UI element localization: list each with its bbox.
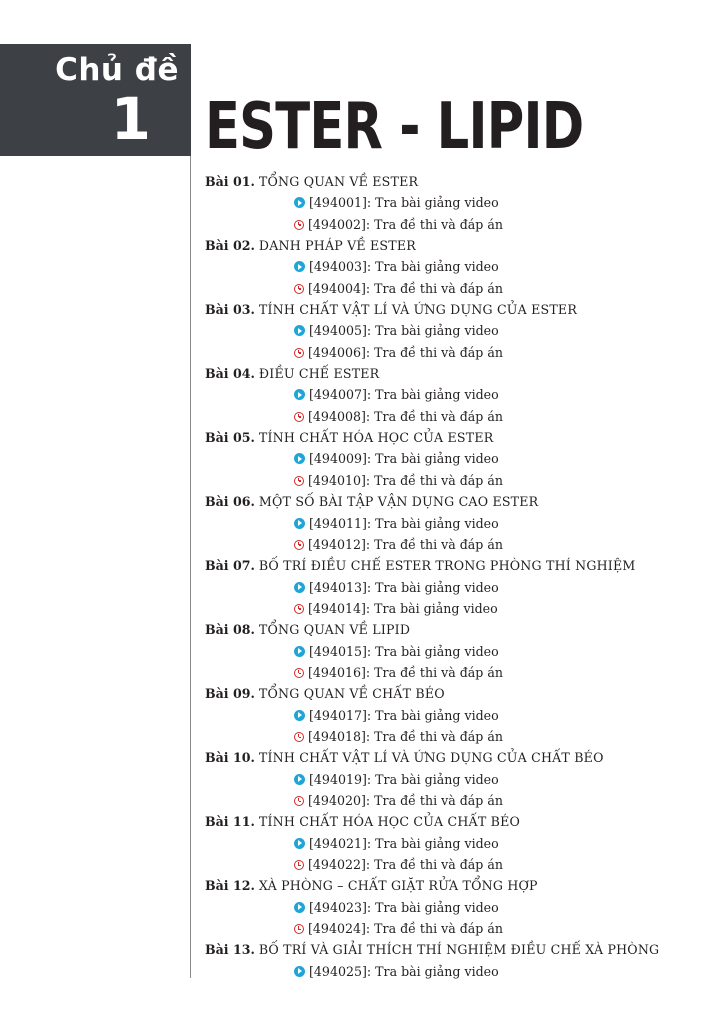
- play-icon: [294, 902, 305, 913]
- clock-icon: [294, 796, 304, 806]
- link-text: : Tra bài giảng video: [366, 643, 499, 659]
- link-text: : Tra bài giảng video: [366, 323, 499, 339]
- play-icon: [294, 838, 305, 849]
- link-text: : Tra đề thi và đáp án: [365, 280, 503, 296]
- link-text: : Tra đề thi và đáp án: [365, 857, 503, 872]
- lesson-number: Bài 11.: [205, 814, 255, 830]
- exam-link[interactable]: [205, 854, 705, 875]
- exam-link[interactable]: [205, 534, 705, 555]
- video-link[interactable]: [205, 897, 705, 918]
- link-text: : Tra bài giảng video: [366, 579, 499, 595]
- lesson-heading: [205, 171, 705, 192]
- lesson-number: Bài 09.: [205, 686, 255, 702]
- clock-icon: [294, 476, 304, 486]
- lesson-heading: [205, 939, 705, 960]
- exam-link[interactable]: [205, 790, 705, 811]
- exam-link[interactable]: [205, 662, 705, 683]
- link-code: [494024]: [308, 921, 366, 937]
- link-text: : Tra bài giảng video: [366, 451, 499, 467]
- page-title: ESTER - LIPID: [205, 90, 584, 164]
- link-code: [494004]: [308, 280, 366, 296]
- play-icon: [294, 197, 305, 208]
- link-code: [494018]: [308, 728, 366, 744]
- lesson-item: [205, 235, 705, 299]
- link-code: [494011]: [309, 515, 367, 531]
- video-link[interactable]: [205, 641, 705, 662]
- chapter-box: [0, 44, 191, 156]
- play-icon: [294, 389, 305, 400]
- link-code: [494020]: [308, 792, 366, 808]
- link-code: [494022]: [308, 857, 366, 872]
- lesson-heading: [205, 363, 705, 384]
- link-code: [494003]: [309, 259, 367, 275]
- play-icon: [294, 774, 305, 785]
- lesson-heading: [205, 235, 705, 256]
- lesson-number: Bài 04.: [205, 366, 255, 382]
- lesson-item: [205, 171, 705, 235]
- lesson-title: TÍNH CHẤT VẬT LÍ VÀ ỨNG DỤNG CỦA ESTER: [258, 302, 578, 318]
- link-code: [494021]: [309, 835, 367, 851]
- link-code: [494012]: [308, 536, 366, 552]
- exam-link[interactable]: [205, 342, 705, 363]
- link-text: : Tra đề thi và đáp án: [365, 921, 503, 937]
- lesson-item: [205, 491, 705, 555]
- exam-link[interactable]: [205, 214, 705, 235]
- table-of-contents: [205, 171, 705, 982]
- play-icon: [294, 966, 305, 977]
- link-code: [494010]: [308, 472, 366, 488]
- divider-line: [190, 156, 191, 978]
- link-code: [494025]: [309, 963, 367, 979]
- clock-icon: [294, 220, 304, 230]
- clock-icon: [294, 412, 304, 422]
- lesson-number: Bài 10.: [205, 750, 255, 766]
- video-link[interactable]: [205, 705, 705, 726]
- video-link[interactable]: [205, 320, 705, 341]
- lesson-number: Bài 12.: [205, 878, 255, 894]
- lesson-item: [205, 811, 705, 875]
- clock-icon: [294, 604, 304, 614]
- exam-link[interactable]: [205, 918, 705, 939]
- lesson-item: [205, 619, 705, 683]
- lesson-title: XÀ PHÒNG – CHẤT GIẶT RỬA TỔNG HỢP: [258, 878, 538, 894]
- link-text: : Tra bài giảng video: [366, 771, 499, 787]
- link-text: : Tra đề thi và đáp án: [365, 216, 503, 232]
- play-icon: [294, 325, 305, 336]
- link-code: [494006]: [308, 344, 366, 360]
- link-code: [494007]: [309, 387, 367, 403]
- link-code: [494005]: [309, 323, 367, 339]
- clock-icon: [294, 668, 304, 678]
- link-code: [494002]: [308, 216, 366, 232]
- video-link[interactable]: [205, 577, 705, 598]
- lesson-title: TỔNG QUAN VỀ CHẤT BÉO: [258, 686, 445, 702]
- lesson-item: [205, 683, 705, 747]
- lesson-title: TÍNH CHẤT HÓA HỌC CỦA ESTER: [258, 430, 494, 446]
- lesson-item: [205, 555, 705, 619]
- play-icon: [294, 518, 305, 529]
- exam-link[interactable]: [205, 278, 705, 299]
- lesson-number: Bài 03.: [205, 302, 255, 318]
- exam-link[interactable]: [205, 598, 705, 619]
- lesson-number: Bài 06.: [205, 494, 255, 510]
- lesson-heading: [205, 555, 705, 576]
- video-link[interactable]: [205, 961, 705, 982]
- lesson-item: [205, 363, 705, 427]
- link-text: : Tra bài giảng video: [365, 600, 498, 616]
- link-text: : Tra đề thi và đáp án: [365, 536, 503, 552]
- link-text: : Tra đề thi và đáp án: [365, 728, 503, 744]
- chapter-number: 1: [110, 85, 151, 153]
- lesson-heading: [205, 811, 705, 832]
- link-text: : Tra bài giảng video: [366, 259, 499, 275]
- exam-link[interactable]: [205, 726, 705, 747]
- lesson-title: ĐIỀU CHẾ ESTER: [258, 366, 380, 382]
- lesson-heading: [205, 427, 705, 448]
- link-text: : Tra bài giảng video: [366, 835, 499, 851]
- link-text: : Tra bài giảng video: [366, 515, 499, 531]
- lesson-heading: [205, 683, 705, 704]
- link-text: : Tra đề thi và đáp án: [365, 792, 503, 808]
- lesson-number: Bài 07.: [205, 558, 255, 574]
- link-text: : Tra bài giảng video: [366, 707, 499, 723]
- link-code: [494023]: [309, 899, 367, 915]
- lesson-title: BỐ TRÍ VÀ GIẢI THÍCH THÍ NGHIỆM ĐIỀU CHẾ XÀ PHÒNG: [258, 942, 660, 958]
- lesson-item: [205, 427, 705, 491]
- link-code: [494009]: [309, 451, 367, 467]
- video-link[interactable]: [205, 769, 705, 790]
- lesson-number: Bài 13.: [205, 942, 255, 958]
- link-text: : Tra bài giảng video: [366, 963, 499, 979]
- video-link[interactable]: [205, 192, 705, 213]
- video-link[interactable]: [205, 256, 705, 277]
- lesson-title: TÍNH CHẤT HÓA HỌC CỦA CHẤT BÉO: [258, 814, 520, 830]
- link-code: [494013]: [309, 579, 367, 595]
- link-code: [494014]: [308, 600, 366, 616]
- lesson-title: TÍNH CHẤT VẬT LÍ VÀ ỨNG DỤNG CỦA CHẤT BÉO: [258, 750, 604, 766]
- lesson-title: TỔNG QUAN VỀ LIPID: [258, 622, 411, 638]
- clock-icon: [294, 924, 304, 934]
- clock-icon: [294, 860, 304, 870]
- link-text: : Tra đề thi và đáp án: [365, 408, 503, 424]
- play-icon: [294, 453, 305, 464]
- link-text: : Tra đề thi và đáp án: [365, 472, 503, 488]
- link-text: : Tra bài giảng video: [366, 195, 499, 211]
- lesson-heading: [205, 299, 705, 320]
- play-icon: [294, 261, 305, 272]
- link-text: : Tra bài giảng video: [366, 899, 499, 915]
- video-link[interactable]: [205, 513, 705, 534]
- lesson-number: Bài 01.: [205, 174, 255, 189]
- play-icon: [294, 710, 305, 721]
- video-link[interactable]: [205, 384, 705, 405]
- lesson-title: DANH PHÁP VỀ ESTER: [258, 238, 416, 254]
- exam-link[interactable]: [205, 470, 705, 491]
- lesson-title: BỐ TRÍ ĐIỀU CHẾ ESTER TRONG PHÒNG THÍ NGHIỆM: [258, 558, 636, 574]
- play-icon: [294, 646, 305, 657]
- clock-icon: [294, 732, 304, 742]
- link-code: [494019]: [309, 771, 367, 787]
- link-text: : Tra đề thi và đáp án: [365, 344, 503, 360]
- clock-icon: [294, 284, 304, 294]
- lesson-heading: [205, 747, 705, 768]
- link-code: [494001]: [309, 195, 367, 211]
- lesson-heading: [205, 491, 705, 512]
- video-link[interactable]: [205, 833, 705, 854]
- lesson-number: Bài 08.: [205, 622, 255, 638]
- clock-icon: [294, 540, 304, 550]
- lesson-item: [205, 747, 705, 811]
- link-code: [494008]: [308, 408, 366, 424]
- link-text: : Tra đề thi và đáp án: [365, 664, 503, 680]
- lesson-heading: [205, 619, 705, 640]
- lesson-number: Bài 05.: [205, 430, 255, 446]
- lesson-item: [205, 875, 705, 939]
- play-icon: [294, 582, 305, 593]
- lesson-number: Bài 02.: [205, 238, 255, 254]
- lesson-title: MỘT SỐ BÀI TẬP VẬN DỤNG CAO ESTER: [258, 494, 539, 510]
- link-code: [494017]: [309, 707, 367, 723]
- video-link[interactable]: [205, 448, 705, 469]
- link-text: : Tra bài giảng video: [366, 387, 499, 403]
- lesson-title: TỔNG QUAN VỀ ESTER: [258, 174, 419, 189]
- lesson-heading: [205, 875, 705, 896]
- lesson-item: [205, 939, 705, 982]
- chapter-label: Chủ đề: [55, 52, 179, 88]
- clock-icon: [294, 348, 304, 358]
- link-code: [494016]: [308, 664, 366, 680]
- link-code: [494015]: [309, 643, 367, 659]
- lesson-item: [205, 299, 705, 363]
- exam-link[interactable]: [205, 406, 705, 427]
